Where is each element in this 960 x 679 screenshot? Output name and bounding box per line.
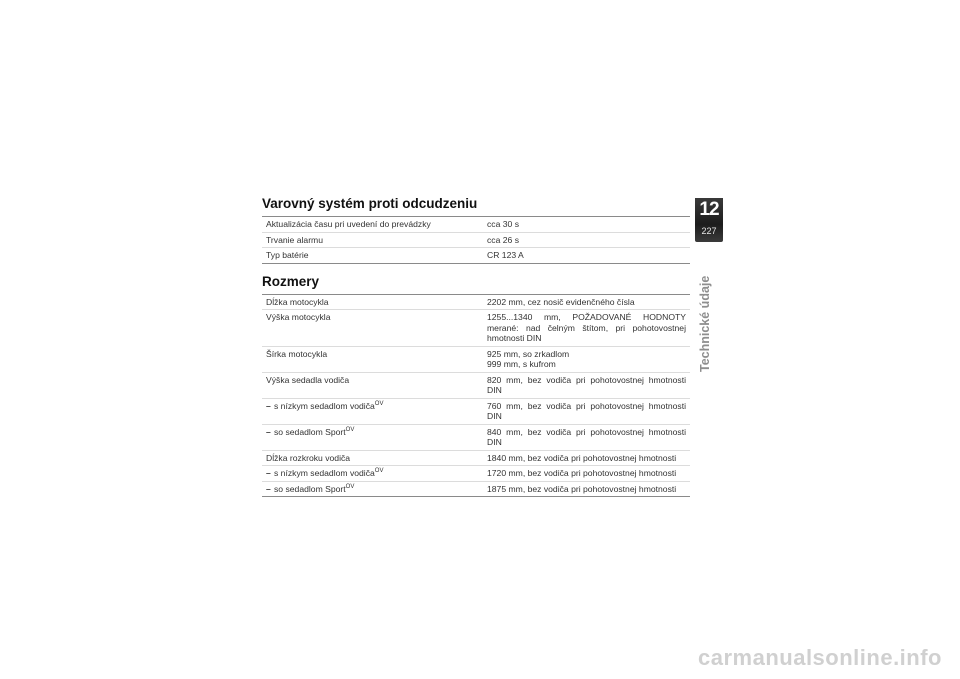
row-label: Šírka motocykla: [262, 346, 483, 372]
option-marker: OV: [345, 426, 355, 433]
row-label: [262, 424, 483, 450]
table-row: [262, 294, 690, 310]
option-marker: OV: [345, 483, 355, 490]
table-row: [262, 310, 690, 347]
row-label: Typ batérie: [266, 250, 309, 260]
row-value: 840 mm, bez vodiča pri pohotovostnej hmotnosti DIN: [483, 424, 690, 450]
row-label: Výška motocykla: [262, 310, 483, 347]
row-label: [262, 466, 483, 482]
dash-bullet: –: [266, 426, 271, 437]
row-label: Aktualizácia času pri uvedení do prevádzky: [262, 217, 483, 233]
chapter-number: 12: [699, 199, 719, 220]
row-value: CR 123 A: [487, 250, 524, 260]
anti-theft-table: [262, 216, 690, 264]
table-row: [262, 466, 690, 482]
table-row: [262, 424, 690, 450]
row-label-text: s nízkym sedadlom vodiča: [274, 468, 375, 478]
row-value: [483, 346, 690, 372]
row-label: [262, 398, 483, 424]
table-row: [262, 217, 690, 233]
table-row: [262, 232, 690, 248]
row-value: 1255...1340 mm, POŽADOVANÉ HODNOTY merané: nad čelným štítom, pri pohotovostnej hmotnosti DIN: [483, 310, 690, 347]
row-value: cca 26 s: [483, 232, 690, 248]
chapter-side-label: [698, 268, 712, 378]
option-marker: OV: [374, 468, 384, 475]
table-row: [262, 346, 690, 372]
dash-bullet: –: [266, 483, 271, 494]
row-value: 1875 mm, bez vodiča pri pohotovostnej hmotnosti: [487, 483, 677, 494]
section-title-anti-theft: Varovný systém proti odcudzeniu: [262, 196, 478, 211]
row-label: Dĺžka rozkroku vodiča: [262, 450, 483, 466]
dimensions-table: [262, 294, 690, 498]
watermark: carmanualsonline.info: [698, 645, 942, 670]
row-label-text: so sedadlom Sport: [274, 426, 346, 437]
page-number: 227: [701, 226, 717, 236]
row-value-line: 925 mm, so zrkadlom: [487, 348, 570, 359]
row-value: 1720 mm, bez vodiča pri pohotovostnej hmotnosti: [483, 466, 690, 482]
row-label-text: so sedadlom Sport: [274, 483, 346, 494]
row-label-text: s nízkym sedadlom vodiča: [274, 400, 375, 411]
row-value: 820 mm, bez vodiča pri pohotovostnej hmotnosti DIN: [483, 372, 690, 398]
row-label: Trvanie alarmu: [262, 232, 483, 248]
row-label: [262, 481, 483, 497]
dash-bullet: –: [266, 468, 271, 478]
page-content: [262, 196, 690, 497]
table-row: [262, 372, 690, 398]
section-title-dimensions: Rozmery: [262, 273, 320, 289]
dash-bullet: –: [266, 400, 271, 411]
row-label: Dĺžka motocykla: [262, 294, 483, 310]
table-row: [262, 481, 690, 497]
row-value: 1840 mm, bez vodiča pri pohotovostnej hmotnosti: [483, 450, 690, 466]
chapter-side-label-text: Technické údaje: [698, 275, 712, 372]
row-value: cca 30 s: [483, 217, 690, 233]
chapter-tab: [695, 198, 723, 242]
row-value: 2202 mm, cez nosič evidenčného čísla: [483, 294, 690, 310]
row-label: Výška sedadla vodiča: [262, 372, 483, 398]
table-row: [262, 398, 690, 424]
table-row: [262, 450, 690, 466]
option-marker: OV: [374, 400, 384, 407]
row-value: 760 mm, bez vodiča pri pohotovostnej hmotnosti DIN: [483, 398, 690, 424]
table-row: [262, 248, 690, 264]
row-value-line: 999 mm, s kufrom: [487, 359, 556, 369]
